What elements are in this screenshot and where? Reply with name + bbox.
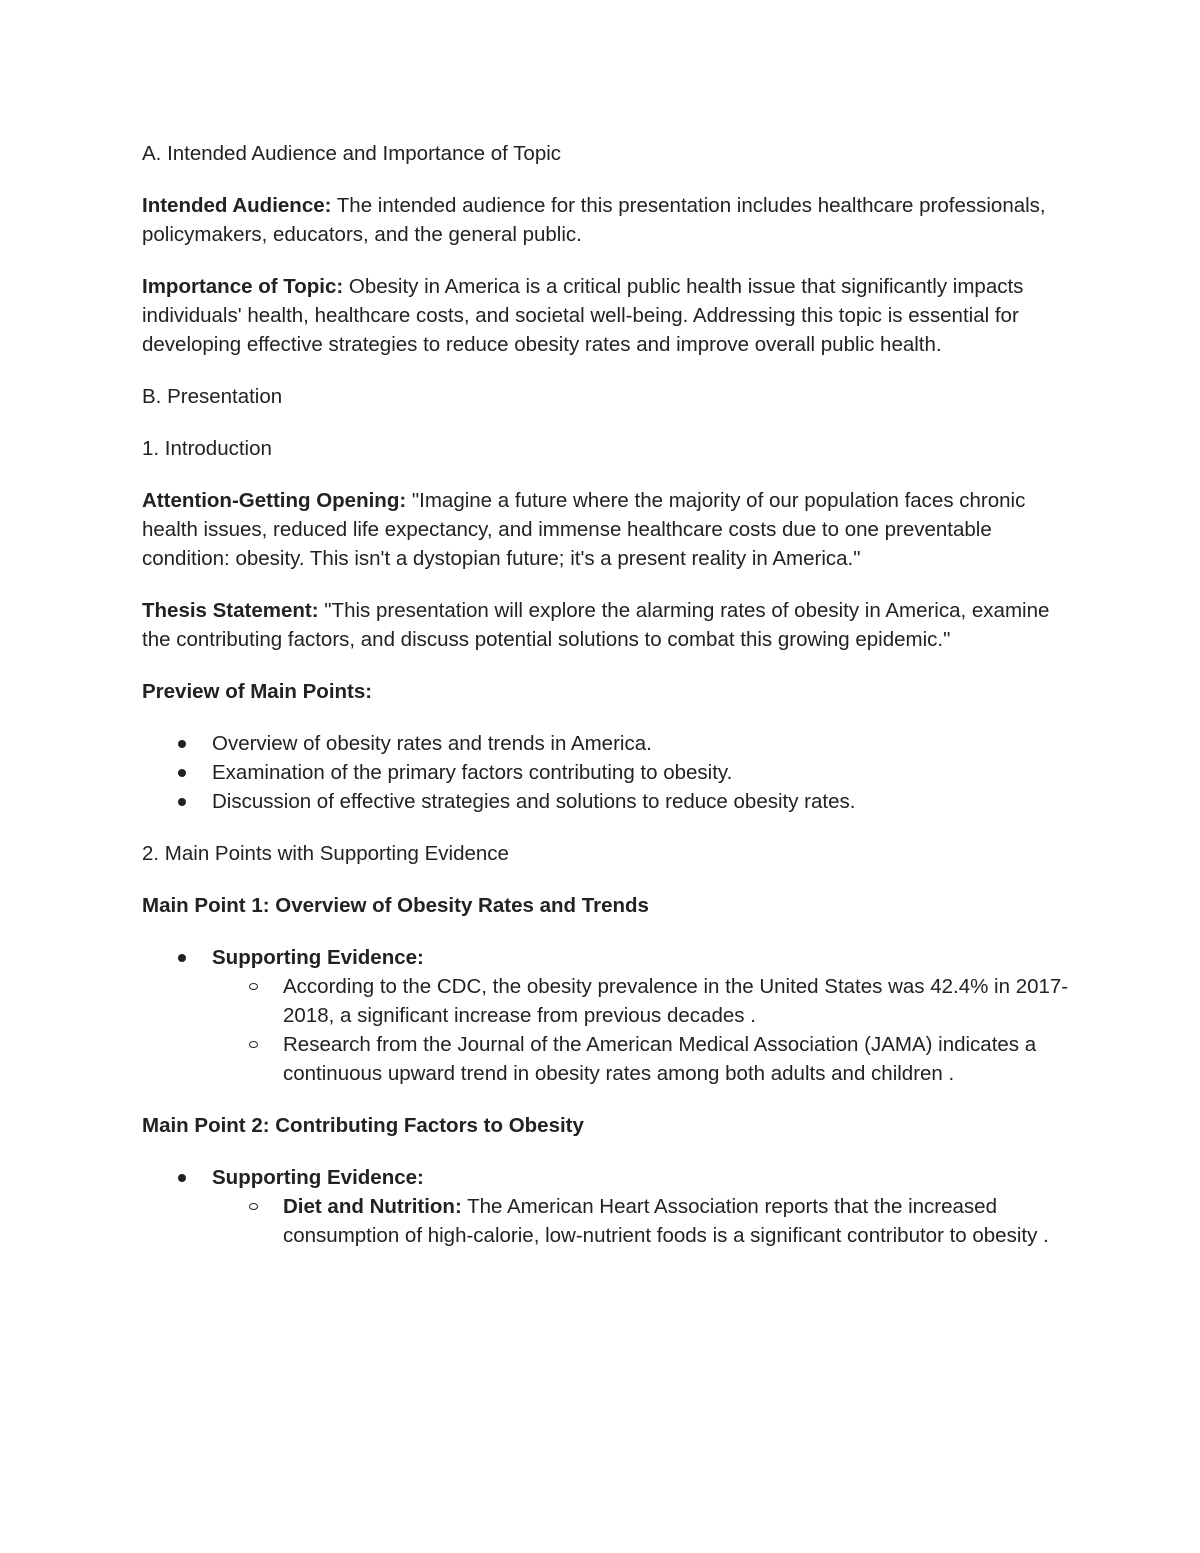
main-point-1-list (142, 943, 1072, 1088)
thesis-text: "This presentation will explore the alarming rates of obesity in America, examine the contributing factors, and discuss potential solutions to combat this growing epidemic." (142, 599, 1050, 651)
introduction-heading: 1. Introduction (142, 437, 272, 460)
diet-nutrition-label: Diet and Nutrition: (283, 1195, 462, 1218)
supporting-evidence-label: Supporting Evidence: (212, 946, 424, 969)
list-item: Discussion of effective strategies and solutions to reduce obesity rates. (142, 787, 1072, 816)
main-points-heading: 2. Main Points with Supporting Evidence (142, 842, 509, 865)
importance-paragraph (142, 272, 1072, 359)
attention-paragraph (142, 486, 1072, 573)
thesis-label: Thesis Statement: (142, 599, 319, 622)
intended-audience-text: The intended audience for this presentation includes healthcare professionals, policymakers, educators, and the general public. (142, 194, 1046, 246)
list-item: Research from the Journal of the American Medical Association (JAMA) indicates a continuous upward trend in obesity rates among both adults and children . (142, 1030, 1072, 1088)
document-content (142, 139, 1072, 1273)
importance-label: Importance of Topic: (142, 275, 344, 298)
thesis-paragraph (142, 596, 1072, 654)
preview-list (142, 729, 1072, 816)
attention-label: Attention-Getting Opening: (142, 489, 407, 512)
evidence-sublist (212, 1192, 1072, 1250)
main-point-2-list (142, 1163, 1072, 1250)
list-item: According to the CDC, the obesity prevalence in the United States was 42.4% in 2017-2018, a significant increase from previous decades . (142, 972, 1072, 1030)
importance-text: Obesity in America is a critical public health issue that significantly impacts individuals' health, healthcare costs, and societal well-being. Addressing this topic is essential for developing effective strategies to reduce obesity rates and improve overall public health. (142, 275, 1024, 356)
diet-nutrition-text: The American Heart Association reports that the increased consumption of high-calorie, low-nutrient foods is a significant contributor to obesity . (283, 1195, 1049, 1247)
attention-text: "Imagine a future where the majority of our population faces chronic health issues, reduced life expectancy, and immense healthcare costs due to one preventable condition: obesity. This isn't a dystopian future; it's a present reality in America." (142, 489, 1026, 570)
main-point-1-heading: Main Point 1: Overview of Obesity Rates and Trends (142, 894, 649, 917)
supporting-evidence-label: Supporting Evidence: (212, 1166, 424, 1189)
section-b-heading: B. Presentation (142, 385, 283, 408)
preview-heading: Preview of Main Points: (142, 680, 373, 703)
main-point-2-heading: Main Point 2: Contributing Factors to Obesity (142, 1114, 584, 1137)
intended-audience-paragraph (142, 191, 1072, 249)
list-item: Overview of obesity rates and trends in America. (142, 729, 1072, 758)
evidence-sublist (212, 972, 1072, 1088)
intended-audience-label: Intended Audience: (142, 194, 332, 217)
list-item (142, 1163, 1072, 1250)
list-item: Examination of the primary factors contributing to obesity. (142, 758, 1072, 787)
section-a-heading: A. Intended Audience and Importance of Topic (142, 142, 562, 165)
list-item (142, 1192, 1072, 1250)
list-item (142, 943, 1072, 1088)
